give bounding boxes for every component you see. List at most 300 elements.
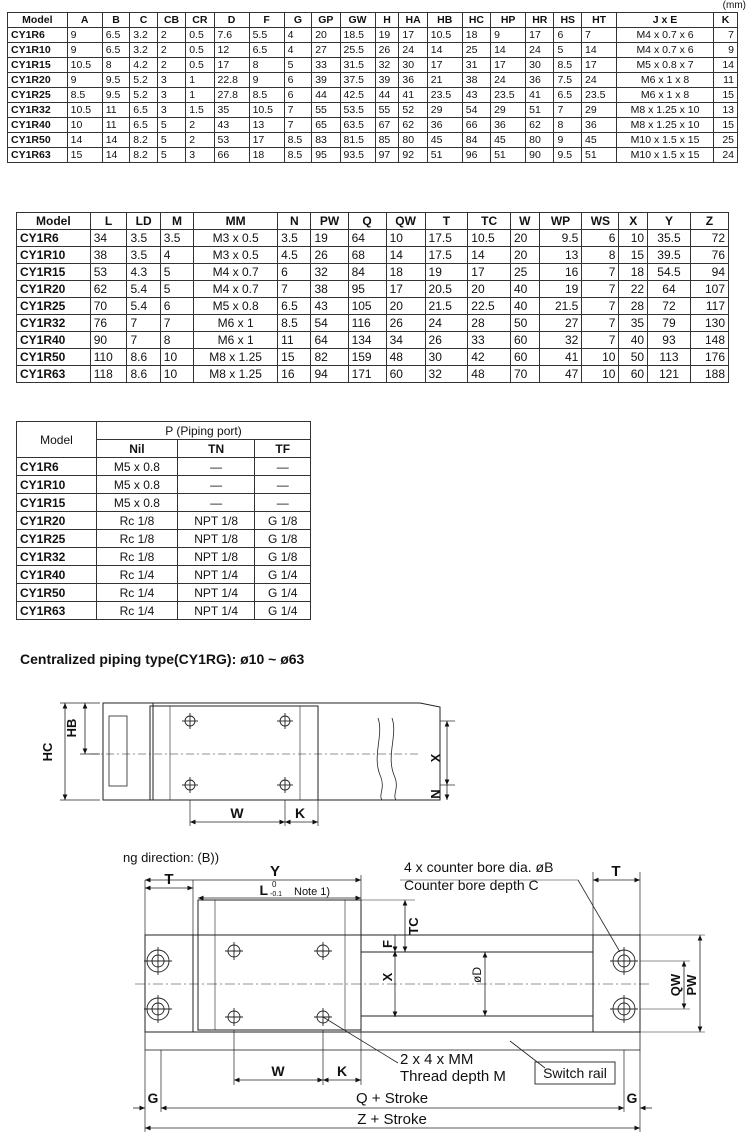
table-cell: 3.5: [127, 247, 160, 264]
table-cell: 84: [348, 264, 386, 281]
table-cell: 28: [468, 315, 511, 332]
table-cell: 5: [157, 133, 185, 148]
table-cell: 80: [526, 133, 554, 148]
model-cell: CY1R50: [8, 133, 68, 148]
table-cell: 50: [510, 315, 539, 332]
dim-label-t-right: T: [611, 863, 621, 880]
table-cell: 20: [468, 281, 511, 298]
t1-header-hb: HB: [427, 13, 462, 28]
section-heading: Centralized piping type(CY1RG): ø10 ~ ø63: [20, 651, 305, 667]
table-cell: 24: [582, 73, 617, 88]
table-cell: 6: [284, 88, 312, 103]
table-cell: 23.5: [491, 88, 526, 103]
table-cell: 6: [284, 73, 312, 88]
table-cell: 64: [348, 230, 386, 247]
table-cell: 14: [67, 133, 102, 148]
table-cell: 21: [427, 73, 462, 88]
table-cell: 95: [348, 281, 386, 298]
table-cell: 66: [214, 148, 249, 163]
table-cell: 5.4: [127, 281, 160, 298]
table-cell: M6 x 1: [194, 315, 278, 332]
table-cell: 53.5: [340, 103, 375, 118]
table-cell: 1: [186, 88, 214, 103]
table-cell: 10.5: [427, 28, 462, 43]
table-cell: 80: [399, 133, 427, 148]
table-cell: 14: [102, 148, 130, 163]
table-cell: 9: [249, 73, 284, 88]
table-cell: 28: [619, 298, 648, 315]
table-cell: M4 x 0.7 x 6: [617, 43, 714, 58]
table-cell: 4.2: [130, 58, 158, 73]
table-cell: 14: [427, 43, 462, 58]
table-cell: 7: [582, 264, 619, 281]
table-cell: M4 x 0.7 x 6: [617, 28, 714, 43]
table-cell: 6: [278, 264, 311, 281]
table-cell: 43: [311, 298, 348, 315]
table-cell: 55: [312, 103, 340, 118]
table-cell: 8.5: [278, 315, 311, 332]
t1-header-c: C: [130, 13, 158, 28]
table-cell: 6.5: [102, 28, 130, 43]
piping-cell: —: [255, 494, 311, 512]
table-cell: 8.6: [127, 366, 160, 383]
table-cell: 8: [160, 332, 193, 349]
direction-label: ng direction: (B)): [123, 850, 220, 865]
table-cell: 14: [386, 247, 425, 264]
table-cell: 17.5: [425, 247, 468, 264]
table-cell: 23.5: [427, 88, 462, 103]
table-cell: M8 x 1.25 x 10: [617, 118, 714, 133]
table-cell: 113: [648, 349, 691, 366]
dim-label-k: K: [294, 805, 306, 821]
table-cell: 93: [648, 332, 691, 349]
piping-cell: M5 x 0.8: [96, 494, 177, 512]
table-cell: 55: [375, 103, 399, 118]
table-cell: 39: [375, 73, 399, 88]
table-cell: 29: [427, 103, 462, 118]
table-cell: 29: [491, 103, 526, 118]
table-cell: 3.5: [127, 230, 160, 247]
t1-header-gp: GP: [312, 13, 340, 28]
t2-header-m: M: [160, 213, 193, 230]
table-cell: 85: [375, 133, 399, 148]
table-cell: 4.5: [278, 247, 311, 264]
table-cell: 53: [90, 264, 127, 281]
dim-label-z-stroke: Z + Stroke: [357, 1111, 427, 1128]
piping-sub-header-tf: TF: [255, 440, 311, 458]
t1-header-ha: HA: [399, 13, 427, 28]
table-cell: 18: [386, 264, 425, 281]
table-cell: 36: [399, 73, 427, 88]
dim-label-w2: W: [271, 1063, 285, 1079]
table-cell: 72: [690, 230, 728, 247]
table-cell: 32: [425, 366, 468, 383]
table-cell: 188: [690, 366, 728, 383]
table-cell: 107: [690, 281, 728, 298]
piping-cell: —: [255, 458, 311, 476]
dim-label-l-sub: -0.1: [270, 891, 283, 898]
table-cell: 2: [186, 118, 214, 133]
piping-group-header: P (Piping port): [96, 422, 310, 440]
table-cell: 27: [539, 315, 582, 332]
unit-label: (mm): [722, 0, 746, 11]
table-cell: 24: [491, 73, 526, 88]
table-cell: 10.5: [249, 103, 284, 118]
t1-header-hc: HC: [462, 13, 490, 28]
table-cell: 60: [510, 349, 539, 366]
piping-cell: Rc 1/4: [96, 602, 177, 620]
table-cell: 30: [526, 58, 554, 73]
t2-header-tc: TC: [468, 213, 511, 230]
table-cell: 0.5: [186, 43, 214, 58]
t2-header-ws: WS: [582, 213, 619, 230]
table-cell: 63.5: [340, 118, 375, 133]
table-cell: M8 x 1.25: [194, 366, 278, 383]
table-cell: 117: [690, 298, 728, 315]
table-cell: 50: [619, 349, 648, 366]
model-cell: CY1R10: [8, 43, 68, 58]
piping-sub-header-tn: TN: [177, 440, 255, 458]
table-cell: 10: [582, 349, 619, 366]
table-cell: 10: [67, 118, 102, 133]
table-cell: 21.5: [539, 298, 582, 315]
table-cell: 8.5: [249, 88, 284, 103]
piping-model-header: Model: [17, 422, 97, 458]
model-cell: CY1R6: [17, 458, 97, 476]
dim-label-od: øD: [470, 967, 484, 983]
table-cell: 8.2: [130, 133, 158, 148]
table-cell: 5: [157, 118, 185, 133]
table-cell: 42: [468, 349, 511, 366]
table-cell: 7: [582, 281, 619, 298]
table-cell: 19: [425, 264, 468, 281]
table-cell: 35: [214, 103, 249, 118]
model-cell: CY1R15: [17, 264, 91, 281]
table-cell: 6: [582, 230, 619, 247]
table-cell: 9: [67, 43, 102, 58]
table-cell: 60: [619, 366, 648, 383]
t2-header-y: Y: [648, 213, 691, 230]
table-cell: 7: [582, 315, 619, 332]
table-cell: 7: [582, 298, 619, 315]
table-cell: 24: [526, 43, 554, 58]
table-cell: 19: [375, 28, 399, 43]
piping-cell: —: [177, 458, 255, 476]
table-cell: 134: [348, 332, 386, 349]
model-cell: CY1R25: [17, 530, 97, 548]
table-cell: 7.5: [554, 73, 582, 88]
table-cell: 90: [526, 148, 554, 163]
model-cell: CY1R63: [17, 366, 91, 383]
table-cell: 26: [311, 247, 348, 264]
dim-label-qw: QW: [668, 973, 683, 997]
table-cell: M5 x 0.8 x 7: [617, 58, 714, 73]
table-cell: 19: [539, 281, 582, 298]
table-cell: 30: [425, 349, 468, 366]
table-cell: 25: [510, 264, 539, 281]
table-cell: 10: [386, 230, 425, 247]
table-cell: 9: [67, 28, 102, 43]
table-cell: 10.5: [67, 58, 102, 73]
dim-label-q-stroke: Q + Stroke: [355, 1090, 429, 1107]
t1-header-cb: CB: [157, 13, 185, 28]
table-cell: 2: [186, 133, 214, 148]
table-cell: 11: [714, 73, 738, 88]
table-cell: 2: [157, 28, 185, 43]
model-cell: CY1R32: [8, 103, 68, 118]
table-cell: 41: [399, 88, 427, 103]
t1-header-hp: HP: [491, 13, 526, 28]
table-cell: 18.5: [340, 28, 375, 43]
table-cell: 14: [468, 247, 511, 264]
model-cell: CY1R40: [8, 118, 68, 133]
table-cell: 0.5: [186, 58, 214, 73]
table-cell: 39: [312, 73, 340, 88]
table-cell: 16: [539, 264, 582, 281]
table-cell: 42.5: [340, 88, 375, 103]
table-cell: 11: [102, 103, 130, 118]
table-cell: 6.5: [102, 43, 130, 58]
model-cell: CY1R20: [17, 512, 97, 530]
table-cell: 4.3: [127, 264, 160, 281]
table-cell: 4: [284, 28, 312, 43]
side-hole-marks: [182, 713, 293, 793]
table-cell: 105: [348, 298, 386, 315]
table-cell: 8: [554, 118, 582, 133]
table-cell: 26: [425, 332, 468, 349]
piping-cell: G 1/8: [255, 530, 311, 548]
table-cell: 26: [386, 315, 425, 332]
table-cell: 176: [690, 349, 728, 366]
table-cell: 90: [90, 332, 127, 349]
t1-header-f: F: [249, 13, 284, 28]
table-cell: 38: [90, 247, 127, 264]
piping-cell: —: [177, 476, 255, 494]
table-cell: 72: [648, 298, 691, 315]
table-cell: 3.2: [130, 28, 158, 43]
t2-header-x: X: [619, 213, 648, 230]
table-cell: 10: [582, 366, 619, 383]
piping-cell: NPT 1/8: [177, 548, 255, 566]
table-cell: 76: [690, 247, 728, 264]
table-cell: 17: [491, 58, 526, 73]
table-cell: 67: [375, 118, 399, 133]
table-cell: 1.5: [186, 103, 214, 118]
table-cell: 14: [102, 133, 130, 148]
table-cell: 94: [690, 264, 728, 281]
table-cell: 51: [526, 103, 554, 118]
table-cell: 11: [102, 118, 130, 133]
dim-label-t-left: T: [164, 871, 174, 888]
dim-label-g-right: G: [626, 1090, 638, 1106]
table-cell: 7: [582, 332, 619, 349]
t1-header-h: H: [375, 13, 399, 28]
table-cell: 17: [399, 28, 427, 43]
table-cell: 36: [491, 118, 526, 133]
piping-cell: G 1/4: [255, 602, 311, 620]
piping-cell: —: [177, 494, 255, 512]
piping-cell: NPT 1/8: [177, 512, 255, 530]
table-cell: 54: [311, 315, 348, 332]
table-cell: 24: [714, 148, 738, 163]
piping-cell: Rc 1/4: [96, 566, 177, 584]
t2-header-qw: QW: [386, 213, 425, 230]
table-cell: M4 x 0.7: [194, 281, 278, 298]
table-cell: 39.5: [648, 247, 691, 264]
table-cell: 121: [648, 366, 691, 383]
table-cell: 11: [278, 332, 311, 349]
table-cell: 10: [619, 230, 648, 247]
table-cell: 9.5: [102, 73, 130, 88]
table-cell: 51: [582, 148, 617, 163]
table-cell: 15: [714, 118, 738, 133]
table-cell: 6.5: [130, 118, 158, 133]
table-cell: 10.5: [67, 103, 102, 118]
table-cell: 3: [157, 88, 185, 103]
table-cell: 7: [127, 315, 160, 332]
table-cell: 6: [554, 28, 582, 43]
table-cell: 84: [462, 133, 490, 148]
table-cell: 83: [312, 133, 340, 148]
table-cell: 5: [160, 264, 193, 281]
table-cell: 9: [67, 73, 102, 88]
table-cell: 45: [582, 133, 617, 148]
piping-cell: Rc 1/8: [96, 548, 177, 566]
table-cell: 17: [427, 58, 462, 73]
table-cell: 33: [312, 58, 340, 73]
table-cell: 1: [186, 73, 214, 88]
table-cell: 5.5: [249, 28, 284, 43]
table-cell: 7: [284, 118, 312, 133]
table-cell: 36: [427, 118, 462, 133]
table-cell: 0.5: [186, 28, 214, 43]
dim-label-l-sup: 0: [272, 880, 277, 889]
table-cell: 5: [160, 281, 193, 298]
table-cell: 25: [714, 133, 738, 148]
t1-header-ht: HT: [582, 13, 617, 28]
table-cell: 13: [714, 103, 738, 118]
table-cell: 40: [510, 298, 539, 315]
table-cell: M6 x 1: [194, 332, 278, 349]
table-cell: 32: [311, 264, 348, 281]
table-cell: 130: [690, 315, 728, 332]
table-cell: 24: [425, 315, 468, 332]
table-cell: 41: [526, 88, 554, 103]
t2-header-t: T: [425, 213, 468, 230]
table-cell: 7: [284, 103, 312, 118]
piping-cell: M5 x 0.8: [96, 458, 177, 476]
table-cell: 34: [90, 230, 127, 247]
t2-header-model: Model: [17, 213, 91, 230]
table-cell: 5: [284, 58, 312, 73]
table-cell: 76: [90, 315, 127, 332]
table-cell: 43: [462, 88, 490, 103]
table-cell: 94: [311, 366, 348, 383]
table-cell: 17: [582, 58, 617, 73]
table-cell: 5.2: [130, 88, 158, 103]
table-cell: 15: [278, 349, 311, 366]
model-cell: CY1R40: [17, 332, 91, 349]
table-cell: 5: [554, 43, 582, 58]
model-cell: CY1R32: [17, 548, 97, 566]
table-cell: 54: [462, 103, 490, 118]
model-cell: CY1R25: [8, 88, 68, 103]
table-cell: 20: [386, 298, 425, 315]
table-cell: 81.5: [340, 133, 375, 148]
note-label: Note 1): [294, 886, 331, 898]
table-cell: 30: [399, 58, 427, 73]
piping-cell: G 1/8: [255, 548, 311, 566]
t1-header-cr: CR: [186, 13, 214, 28]
table-cell: 5: [157, 148, 185, 163]
dim-label-hb: HB: [64, 718, 79, 738]
table-cell: 52: [399, 103, 427, 118]
table-cell: 17: [526, 28, 554, 43]
table-cell: 8: [582, 247, 619, 264]
table-cell: 10.5: [468, 230, 511, 247]
piping-cell: Rc 1/8: [96, 530, 177, 548]
dim-label-x2: X: [380, 972, 395, 982]
table-cell: 31: [462, 58, 490, 73]
table-cell: 3: [186, 148, 214, 163]
model-cell: CY1R6: [17, 230, 91, 247]
piping-cell: NPT 1/4: [177, 566, 255, 584]
table-cell: 8: [102, 58, 130, 73]
table-cell: 65: [312, 118, 340, 133]
model-cell: CY1R15: [17, 494, 97, 512]
dim-label-y: Y: [269, 863, 281, 880]
table-cell: 26: [375, 43, 399, 58]
table-cell: 7: [160, 315, 193, 332]
table-cell: 70: [510, 366, 539, 383]
table-cell: 159: [348, 349, 386, 366]
table-cell: 44: [312, 88, 340, 103]
table-cell: M10 x 1.5 x 15: [617, 133, 714, 148]
table-cell: 171: [348, 366, 386, 383]
table-cell: 51: [427, 148, 462, 163]
table-cell: 48: [468, 366, 511, 383]
table-cell: 20.5: [425, 281, 468, 298]
table-cell: 92: [399, 148, 427, 163]
table-cell: 20: [312, 28, 340, 43]
table-cell: 118: [90, 366, 127, 383]
table-cell: 3: [157, 103, 185, 118]
table-cell: 51: [491, 148, 526, 163]
model-cell: CY1R50: [17, 584, 97, 602]
table-cell: M4 x 0.7: [194, 264, 278, 281]
counter-bore-depth-label: Counter bore depth C: [404, 877, 539, 893]
t1-header-hr: HR: [526, 13, 554, 28]
table-cell: M6 x 1 x 8: [617, 73, 714, 88]
t2-header-mm: MM: [194, 213, 278, 230]
table-cell: 96: [462, 148, 490, 163]
table-cell: 9.5: [554, 148, 582, 163]
table-cell: 25: [462, 43, 490, 58]
piping-cell: G 1/8: [255, 512, 311, 530]
table-cell: 15: [714, 88, 738, 103]
counter-bore-holes: [144, 947, 638, 1023]
table-cell: 35.5: [648, 230, 691, 247]
model-cell: CY1R63: [8, 148, 68, 163]
t1-header-a: A: [67, 13, 102, 28]
table-cell: 2: [157, 43, 185, 58]
table-cell: 40: [619, 332, 648, 349]
table-cell: 25.5: [340, 43, 375, 58]
piping-cell: NPT 1/8: [177, 530, 255, 548]
thread-mm-label: 2 x 4 x MM: [400, 1051, 474, 1068]
table-cell: 21.5: [425, 298, 468, 315]
table-cell: 34: [386, 332, 425, 349]
